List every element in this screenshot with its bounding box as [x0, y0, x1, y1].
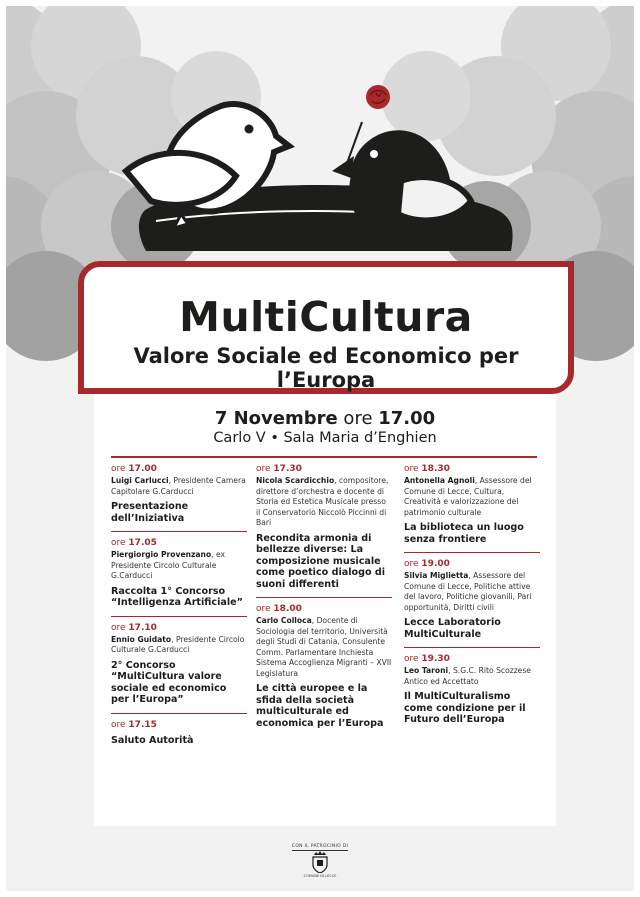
- item-time: ore 19.30: [404, 654, 450, 664]
- item-speaker: Carlo Colloca, Docente di Sociologia del territorio, Università degli Studi di Catania, Consulente Comm. Parlamentare Inchiesta Sistema Accoglienza Migranti – XVII Legislatura: [256, 616, 392, 678]
- patronage-label: CON IL PATROCINIO DI: [291, 844, 349, 849]
- item-title: Recondita armonia di bellezze diverse: La composizione musicale come poetico dialogo di suoni differenti: [256, 532, 386, 590]
- item-time: ore 19.00: [404, 559, 450, 569]
- item-title: Presentazione dell’Iniziativa: [111, 501, 189, 524]
- item-title: 2° Concorso “MultiCultura valore sociale ed economico per l’Europa”: [111, 659, 227, 705]
- event-venue: Carlo V • Sala Maria d’Enghien: [213, 430, 437, 446]
- item-speaker: Luigi Carlucci, Presidente Camera Capitolare G.Carducci: [111, 476, 246, 496]
- city-crest-icon: [311, 851, 329, 873]
- program-item: [404, 553, 540, 648]
- item-title: Raccolta 1° Concorso “Intelligenza Artificiale”: [111, 585, 243, 608]
- item-title: La biblioteca un luogo senza frontiere: [404, 522, 524, 545]
- event-date: 7 Novembre ore 17.00: [214, 408, 436, 429]
- title-box: [78, 261, 574, 394]
- item-time: ore 17.30: [256, 464, 302, 474]
- item-speaker: Silvia Miglietta, Assessore del Comune di Lecce, Politiche attive del lavoro, Politiche giovanili, Pari opportunità, Diritti civili: [404, 571, 532, 612]
- item-time: ore 17.15: [111, 719, 157, 730]
- item-speaker: Leo Taroni, S.G.C. Rito Scozzese Antico ed Accettato: [404, 666, 531, 686]
- item-time: ore 18.00: [256, 604, 302, 614]
- program-column-2: [256, 458, 392, 736]
- program-item: [111, 458, 247, 532]
- red-rose-icon: [358, 81, 398, 121]
- item-title: Saluto Autorità: [111, 734, 194, 746]
- item-time: ore 18.30: [404, 464, 450, 474]
- program-column-1: [111, 458, 247, 753]
- program-panel: [94, 394, 556, 826]
- comune-label: COMUNE DI LECCE: [303, 874, 337, 878]
- program-item: [404, 458, 540, 553]
- item-time: ore 17.10: [111, 622, 157, 633]
- item-speaker: Antonella Agnoli, Assessore del Comune di Lecce, Cultura, Creatività e valorizzazione del patrimonio culturale: [404, 476, 532, 517]
- program-item: [256, 598, 392, 736]
- poster-title: MultiCultura: [179, 293, 473, 341]
- patronage: [6, 832, 634, 851]
- program-item: [111, 617, 247, 714]
- item-speaker: Ennio Guidato, Presidente Circolo Culturale G.Carducci: [111, 634, 245, 654]
- item-title: Le città europee e la sfida della società multiculturale ed economica per l’Europa: [256, 683, 384, 729]
- two-birds-in-nest-icon: [6, 6, 634, 266]
- item-title: Lecce Laboratorio MultiCulturale: [404, 617, 501, 640]
- item-speaker: Nicola Scardicchio, compositore, direttore d’orchestra e docente di Storia ed Estetica Musicale presso il Conservatorio Niccolò Piccinni di Bari: [256, 476, 389, 527]
- poster-subtitle: Valore Sociale ed Economico per l’Europa: [133, 344, 519, 392]
- program-item: [404, 648, 540, 733]
- item-time: ore 17.05: [111, 538, 157, 548]
- item-speaker: Piergiorgio Provenzano, ex Presidente Circolo Culturale G.Carducci: [111, 550, 226, 580]
- program-item: [256, 458, 392, 598]
- program-item: [111, 714, 247, 754]
- program-item: [111, 532, 247, 617]
- item-time: ore 17.00: [111, 464, 157, 474]
- poster: [6, 6, 634, 891]
- item-title: Il MultiCulturalismo come condizione per il Futuro dell’Europa: [404, 691, 526, 725]
- program-column-3: [404, 458, 540, 733]
